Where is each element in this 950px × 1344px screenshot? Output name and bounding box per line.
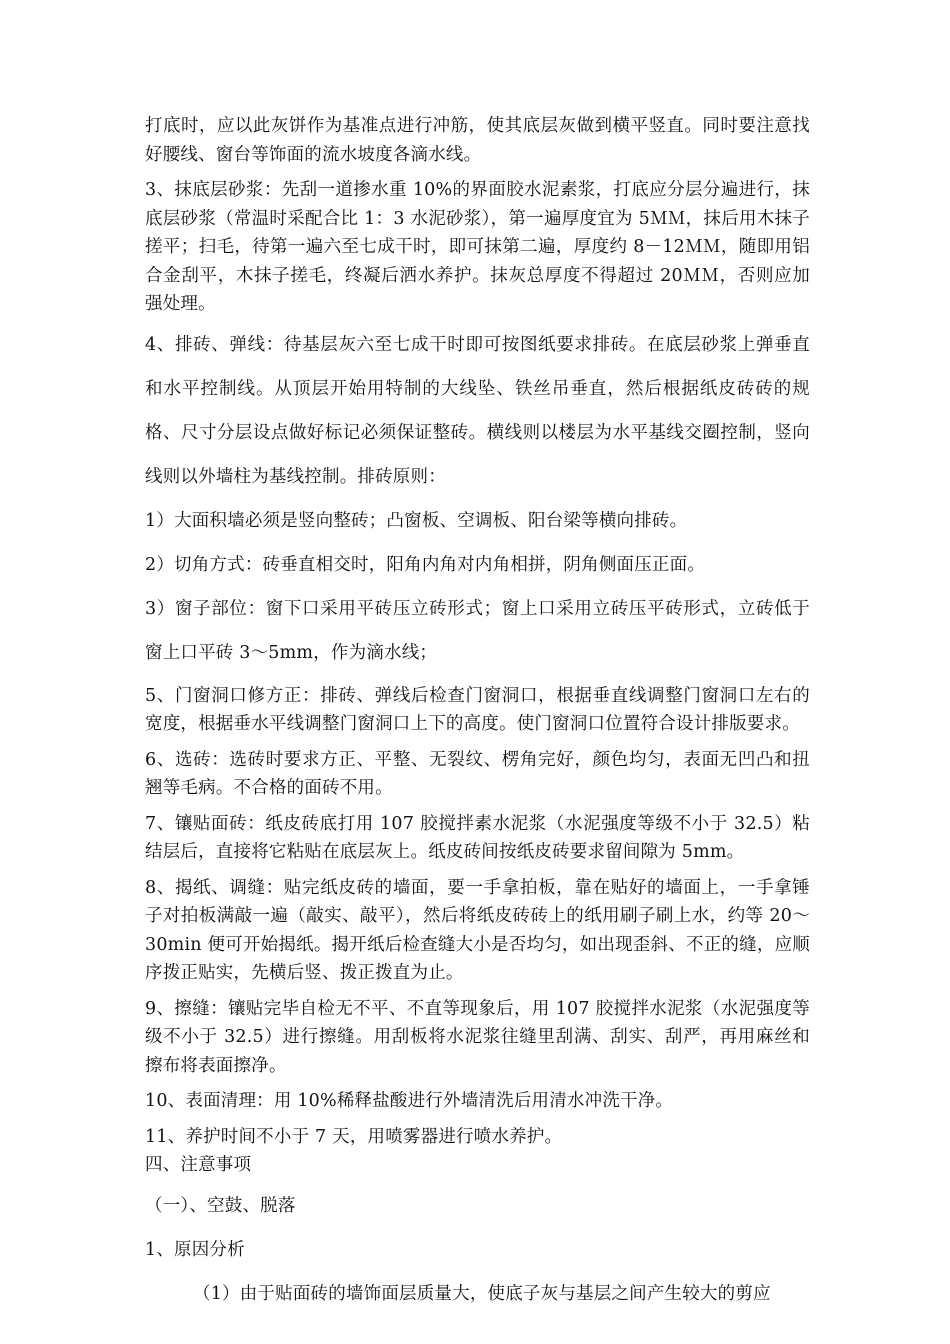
paragraph-rule-3: 3）窗子部位：窗下口采用平砖压立砖形式；窗上口采用立砖压平砖形式，立砖低于窗上口平砖 3～5mm，作为滴水线； [145,598,810,663]
document-body [145,112,810,1316]
paragraph-rule-2: 2）切角方式：砖垂直相交时，阳角内角对内角相拼，阴角侧面压正面。 [145,554,706,575]
paragraph-step-5-openings: 5、门窗洞口修方正：排砖、弹线后检查门窗洞口，根据垂直线调整门窗洞口左右的宽度，根据垂水平线调整门窗洞口上下的高度。使门窗洞口位置符合设计排版要求。 [145,685,810,734]
paragraph-step-7-tiling: 7、镶贴面砖：纸皮砖底打用 107 胶搅拌素水泥浆（水泥强度等级不小于 32.5）粘结层后，直接将它粘贴在底层灰上。纸皮砖间按纸皮砖要求留间隙为 5mm。 [145,813,810,862]
paragraph-step-9-grouting: 9、擦缝：镶贴完毕自检无不平、不直等现象后，用 107 胶搅拌水泥浆（水泥强度等级不小于 32.5）进行擦缝。用刮板将水泥浆往缝里刮满、刮实、刮严，再用麻丝和擦布将表面擦净。 [145,998,810,1076]
paragraph-step-3-base-mortar: 3、抹底层砂浆：先刮一道掺水重 10%的界面胶水泥素浆，打底应分层分遍进行，抹底层砂浆（常温时采配合比 1：3 水泥砂浆），第一遍厚度宜为 5ＭＭ，抹后用木抹子搓平；扫毛，待第一遍六至七成干时，即可抹第二遍，厚度约 8－12ＭＭ，随即用铝合金刮平，木抹子搓毛，终凝后洒水养护。抹灰总厚度不得超过 20ＭＭ，否则应加强处理。 [145,180,810,314]
paragraph-step-8-paper-removal: 8、揭纸、调缝：贴完纸皮砖的墙面，要一手拿拍板，靠在贴好的墙面上，一手拿锤子对拍板满敲一遍（敲实、敲平），然后将纸皮砖砖上的纸用刷子刷上水，约等 20～30min 便可开始揭纸。揭开纸后检查缝大小是否均匀，如出现歪斜、不正的缝，应顺序拨正贴实，先横后竖、拨正拨直为止。 [145,877,810,983]
paragraph-rule-1: 1）大面积墙必须是竖向整砖；凸窗板、空调板、阳台梁等横向排砖。 [145,510,688,531]
paragraph-cause-1: （1）由于贴面砖的墙饰面层质量大，使底子灰与基层之间产生较大的剪应 [193,1283,771,1304]
paragraph-step-4-layout-lines: 4、排砖、弹线：待基层灰六至七成干时即可按图纸要求排砖。在底层砂浆上弹垂直和水平控制线。从顶层开始用特制的大线坠、铁丝吊垂直，然后根据纸皮砖砖的规格、尺寸分层设点做好标记必须保证整砖。横线则以楼层为水平基线交圈控制，竖向线则以外墙柱为基线控制。排砖原则： [145,334,810,487]
paragraph-step-10-cleaning: 10、表面清理：用 10%稀释盐酸进行外墙清洗后用清水冲洗干净。 [145,1091,674,1111]
paragraph-step-6-tile-selection: 6、选砖：选砖时要求方正、平整、无裂纹、楞角完好，颜色均匀，表面无凹凸和扭翘等毛病。不合格的面砖不用。 [145,749,810,798]
paragraph-step-11-curing: 11、养护时间不小于 7 天，用喷雾器进行喷水养护。 [145,1126,563,1147]
subsection-heading-hollowing: （一）、空鼓、脱落 [145,1195,296,1216]
section-heading-precautions: 四、注意事项 [145,1155,252,1175]
paragraph-base-coat-intro: 打底时，应以此灰饼作为基准点进行冲筋，使其底层灰做到横平竖直。同时要注意找好腰线、窗台等饰面的流水坡度各滴水线。 [145,116,810,165]
item-heading-cause-analysis: 1、原因分析 [145,1239,245,1260]
